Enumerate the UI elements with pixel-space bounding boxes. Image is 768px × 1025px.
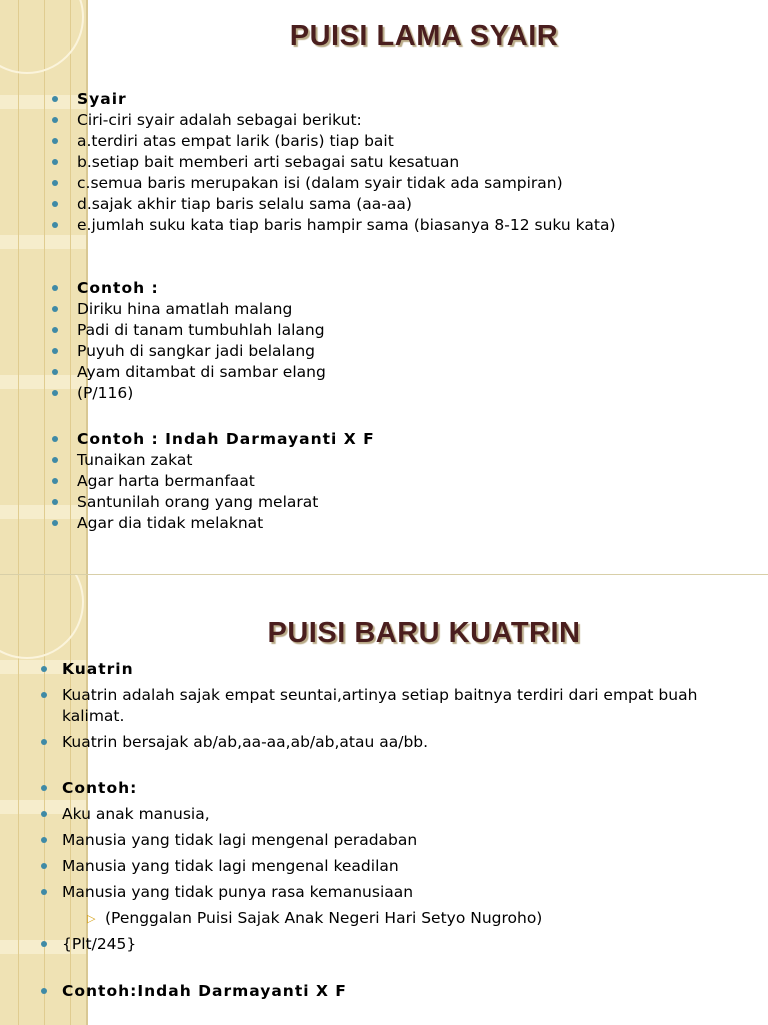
list-item: Padi di tanam tumbuhlah lalang (77, 320, 757, 341)
bullet-icon (52, 499, 58, 505)
page-title: PUISI LAMA SYAIR (289, 20, 559, 52)
list-item: Kuatrin (62, 659, 752, 680)
bullet-icon (52, 96, 58, 102)
bullet-icon (52, 327, 58, 333)
section-title: PUISI BARU KUATRIN (267, 617, 581, 649)
bullet-icon (41, 941, 47, 947)
bullet-icon (52, 159, 58, 165)
sidebar-ring (0, 0, 84, 74)
bullet-icon (41, 666, 47, 672)
bullet-icon (41, 811, 47, 817)
list-item: Contoh: (62, 778, 752, 799)
bullet-icon (41, 692, 47, 698)
bullet-icon (52, 306, 58, 312)
bullet-icon (52, 222, 58, 228)
bullet-icon (52, 457, 58, 463)
bullet-icon (52, 138, 58, 144)
list-item: Puyuh di sangkar jadi belalang (77, 341, 757, 362)
list-item: Agar dia tidak melaknat (77, 513, 757, 534)
bullet-icon (41, 889, 47, 895)
list-item: Manusia yang tidak punya rasa kemanusiaan (62, 882, 752, 903)
decorative-sidebar (0, 0, 88, 574)
list-item: Agar harta bermanfaat (77, 471, 757, 492)
list-item: Aku anak manusia, (62, 804, 752, 825)
list-item: Syair (77, 89, 757, 110)
bullet-icon (52, 520, 58, 526)
bullet-icon (52, 369, 58, 375)
bullet-icon (52, 180, 58, 186)
sidebar-ring (0, 575, 84, 659)
bullet-icon (41, 837, 47, 843)
list-item: {Plt/245} (62, 934, 752, 955)
kuatrin-list (62, 659, 752, 1007)
list-item: Ciri-ciri syair adalah sebagai berikut: (77, 110, 757, 131)
list-item: Tunaikan zakat (77, 450, 757, 471)
sidebar-line (70, 0, 71, 574)
bullet-icon (41, 988, 47, 994)
bullet-icon (52, 285, 58, 291)
bullet-icon (52, 436, 58, 442)
list-item: a.terdiri atas empat larik (baris) tiap bait (77, 131, 757, 152)
list-item: Contoh:Indah Darmayanti X F (62, 981, 752, 1002)
list-item: Santunilah orang yang melarat (77, 492, 757, 513)
bullet-icon (52, 201, 58, 207)
list-item: Kuatrin bersajak ab/ab,aa-aa,ab/ab,atau aa/bb. (62, 732, 752, 753)
bullet-icon (41, 863, 47, 869)
list-item: Contoh : (77, 278, 757, 299)
bullet-icon (41, 785, 47, 791)
bullet-icon (52, 117, 58, 123)
list-item: e.jumlah suku kata tiap baris hampir sama (biasanya 8-12 suku kata) (77, 215, 757, 236)
syair-list (77, 89, 757, 534)
list-item: Diriku hina amatlah malang (77, 299, 757, 320)
bullet-icon (52, 478, 58, 484)
list-item: Manusia yang tidak lagi mengenal peradaban (62, 830, 752, 851)
list-item: b.setiap bait memberi arti sebagai satu kesatuan (77, 152, 757, 173)
list-item: d.sajak akhir tiap baris selalu sama (aa-aa) (77, 194, 757, 215)
sidebar-line (18, 0, 19, 574)
list-item: Contoh : Indah Darmayanti X F (77, 429, 757, 450)
list-item: Ayam ditambat di sambar elang (77, 362, 757, 383)
list-item: (P/116) (77, 383, 757, 404)
list-item: Manusia yang tidak lagi mengenal keadilan (62, 856, 752, 877)
list-item: c.semua baris merupakan isi (dalam syair tidak ada sampiran) (77, 173, 757, 194)
list-item: Kuatrin adalah sajak empat seuntai,artinya setiap baitnya terdiri dari empat buah kalimat. (62, 685, 752, 727)
hollow-arrow-bullet-icon: ▷ (87, 912, 96, 925)
slide-puisi-baru-kuatrin (0, 574, 768, 1025)
sidebar-line (44, 0, 45, 574)
bullet-icon (52, 390, 58, 396)
bullet-icon (52, 348, 58, 354)
sub-list-item: ▷ (Penggalan Puisi Sajak Anak Negeri Hari Setyo Nugroho) (87, 909, 543, 927)
bullet-icon (41, 739, 47, 745)
